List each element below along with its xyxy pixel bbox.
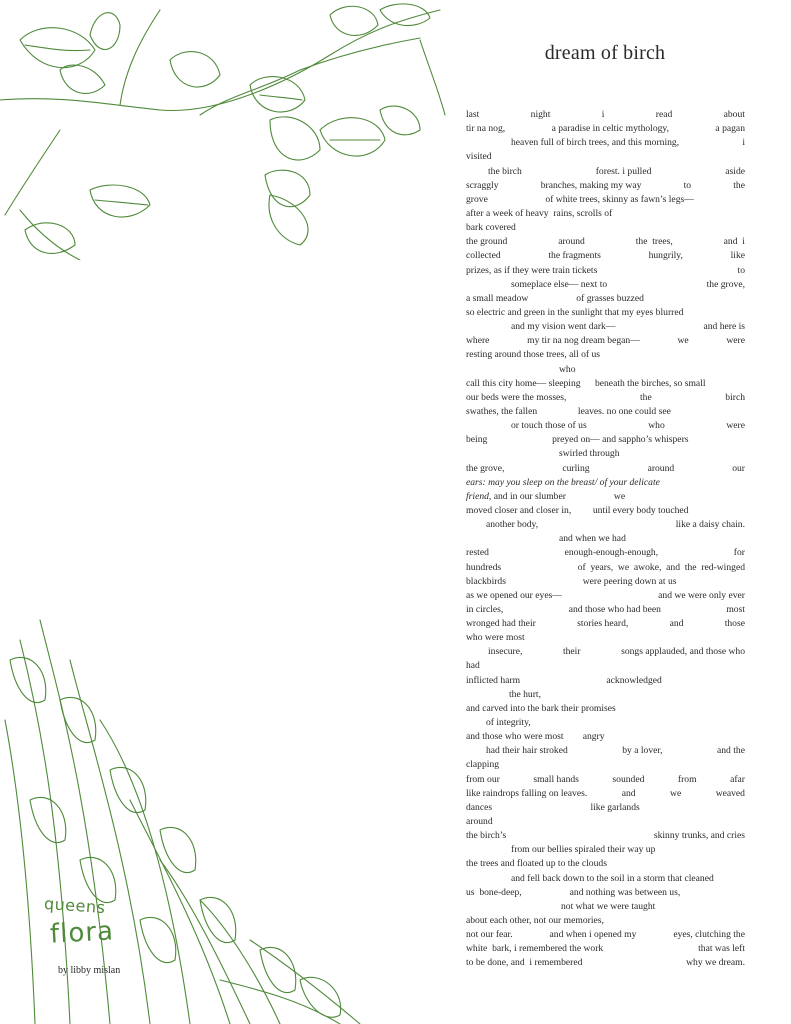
poem-text: of years, we awoke, and the red-winged	[577, 561, 745, 573]
poem-text: rested	[466, 547, 489, 559]
poem-text: and	[621, 787, 636, 799]
poem-text: from	[677, 773, 697, 785]
poem-text: and those who were most angry	[466, 731, 605, 743]
poem-line	[466, 589, 745, 603]
poem-line	[466, 122, 745, 136]
clover-vine-illustration	[0, 0, 470, 260]
poem-line	[466, 278, 745, 292]
poem-line	[466, 900, 745, 914]
poem-text: aside	[725, 165, 745, 177]
poem-text: so electric and green in the sunlight that my eyes blurred	[466, 306, 684, 318]
poem-line	[466, 150, 745, 164]
poem-text: from our bellies spiraled their way up	[511, 844, 656, 856]
poem-text: like a daisy chain.	[675, 519, 745, 531]
poem-text: night	[530, 109, 551, 120]
poem-line	[466, 165, 745, 179]
poem-text: birch	[725, 391, 745, 403]
poem-line	[466, 829, 745, 843]
poem-text: clapping	[466, 759, 500, 771]
poem-text: after a week of heavy rains, scrolls of	[466, 207, 613, 219]
poem-text: resting around those trees, all of us	[466, 349, 601, 361]
poem-text: around	[466, 816, 493, 828]
poem-text: and when we had	[559, 533, 626, 545]
poem-text: swirled through	[559, 448, 620, 460]
poem-line	[466, 787, 745, 801]
poem-text: the fragments	[548, 250, 601, 262]
poem-text: blackbirds were peering down at us	[466, 575, 677, 587]
poem-line	[466, 659, 745, 673]
poem-text: who were most	[466, 632, 525, 644]
poem-line	[466, 843, 745, 857]
poem-text: swathes, the fallen leaves. no one could see	[466, 405, 671, 417]
poem-line	[466, 334, 745, 348]
poem-text: white bark, i remembered the work	[466, 943, 604, 955]
poem-text: scraggly	[466, 179, 499, 191]
poem-text: our	[732, 462, 745, 474]
poem-line	[466, 490, 745, 504]
poem-line	[466, 674, 745, 688]
poem-line	[466, 716, 745, 730]
poem-text: and fell back down to the soil in a storm that cleaned	[511, 872, 714, 884]
poem-text: and	[669, 618, 684, 630]
poem-text: of integrity,	[486, 717, 531, 729]
poem-text: inflicted harm acknowledged	[466, 674, 662, 686]
poem-line	[466, 405, 745, 419]
poem-line	[466, 193, 745, 207]
poem-line	[466, 603, 745, 617]
poem-line	[466, 801, 745, 815]
poem-text: to be done, and i remembered	[466, 957, 583, 969]
poem-text: a paradise in celtic mythology,	[551, 123, 669, 135]
poem-text: visited	[466, 151, 492, 163]
poem-line	[466, 306, 745, 320]
poem-text: to	[683, 179, 692, 191]
poem-text: weaved	[715, 787, 745, 799]
poem-text: small hands	[533, 773, 579, 785]
poem-text: to	[737, 264, 745, 276]
poem-text: bark covered	[466, 222, 516, 234]
poem-line	[466, 886, 745, 900]
poem-text: songs applauded, and those who	[621, 646, 745, 658]
poem-line	[466, 942, 745, 956]
poem-text: the trees,	[635, 236, 673, 248]
poem-line	[466, 264, 745, 278]
poem-text: i	[742, 137, 745, 149]
poem-text: like raindrops falling on leaves.	[466, 787, 588, 799]
poem-text: hundreds	[466, 561, 502, 573]
poem-line	[466, 688, 745, 702]
poem-text: who	[648, 420, 665, 432]
poem-line	[466, 518, 745, 532]
poem-text: and those who had been	[568, 603, 661, 615]
poem-text: and here is	[703, 321, 745, 333]
poem-line	[466, 645, 745, 659]
poem-text: and we were only ever	[658, 589, 745, 601]
poem-line	[466, 631, 745, 645]
poem-text: the birch	[488, 165, 522, 177]
logo-word-queens: queens	[43, 893, 107, 918]
poem-text: eyes, clutching the	[673, 929, 745, 941]
logo-word-flora: flora	[49, 916, 115, 950]
poem-text: and my vision went dark—	[511, 321, 616, 333]
poem-text: for	[733, 547, 745, 559]
poem-text: collected	[466, 250, 501, 262]
poem-text: were	[726, 420, 745, 432]
poem-text: why we dream.	[686, 957, 745, 969]
poem-text: grove of white trees, skinny as fawn’s legs—	[466, 193, 694, 205]
poem-text: branches, making my way	[540, 179, 642, 191]
poem-text: hungrily,	[648, 250, 683, 262]
poem-line	[466, 433, 745, 447]
poem-line	[466, 447, 745, 461]
poem-body	[466, 108, 745, 971]
poem-text: a small meadow of grasses buzzed	[466, 292, 644, 304]
poem-text: most	[726, 603, 745, 615]
poem-text: we	[670, 787, 682, 799]
poem-line	[466, 758, 745, 772]
poem-line	[466, 462, 745, 476]
poem-line	[466, 702, 745, 716]
poem-line	[466, 391, 745, 405]
poem-line	[466, 108, 745, 122]
poem-text: call this city home— sleeping beneath the birches, so small	[466, 377, 706, 389]
poem-line	[466, 575, 745, 589]
poem-text: about	[723, 109, 745, 120]
poem-line	[466, 348, 745, 362]
poem-text: the grove,	[706, 278, 745, 290]
poem-text: and carved into the bark their promises	[466, 702, 616, 714]
poem-text: in circles,	[466, 603, 504, 615]
poem-text: and i	[723, 236, 745, 248]
poem-text: as we opened our eyes—	[466, 589, 562, 601]
poem-text: afar	[730, 773, 745, 785]
poem-line	[466, 235, 745, 249]
poem-text: insecure,	[488, 646, 523, 658]
poem-text: moved closer and closer in, until every body touched	[466, 504, 689, 516]
poem-line	[466, 419, 745, 433]
poem-text: curling	[562, 462, 590, 474]
poem-line	[466, 249, 745, 263]
poem-text: around	[647, 462, 675, 474]
poem-text: the trees and floated up to the clouds	[466, 858, 607, 870]
poem-text: by a lover,	[622, 745, 663, 757]
poem-text: enough-enough-enough,	[564, 547, 659, 559]
poem-text: read	[655, 109, 673, 120]
poem-text: someplace else— next to	[511, 278, 608, 290]
poem-line	[466, 136, 745, 150]
poem-text: that was left	[698, 943, 745, 955]
poem-line	[466, 476, 745, 490]
poem-line	[466, 617, 745, 631]
poem-text: the ground	[466, 236, 508, 248]
poem-line	[466, 292, 745, 306]
poem-text: the birch’s	[466, 830, 507, 842]
poem-line	[466, 363, 745, 377]
poem-text: heaven full of birch trees, and this morning,	[511, 137, 680, 149]
queens-flora-logo	[42, 893, 142, 962]
poem-text: had	[466, 660, 480, 672]
poem-text: the	[640, 391, 652, 403]
poem-text: had their hair stroked	[486, 745, 568, 757]
poem-text: being preyed on— and sappho’s whispers	[466, 434, 689, 446]
poem-line	[466, 377, 745, 391]
poem-text: dances like garlands	[466, 801, 640, 813]
poem-text: stories heard,	[577, 618, 629, 630]
poem-text: my tir na nog dream began—	[527, 335, 640, 347]
poem-line	[466, 956, 745, 970]
poem-text: wronged had their	[466, 618, 536, 630]
poem-line	[466, 773, 745, 787]
poem-line	[466, 730, 745, 744]
poem-text: sounded	[612, 773, 645, 785]
poem-line	[466, 561, 745, 575]
poem-text: another body,	[486, 519, 539, 531]
poem-text: around	[558, 236, 585, 248]
poem-text: not what we were taught	[561, 900, 656, 912]
poem-text: ears: may you sleep on the breast/ of your delicate	[466, 476, 660, 488]
poem-text: us bone-deep, and nothing was between us,	[466, 886, 681, 898]
poem-text: the hurt,	[509, 688, 541, 700]
poem-text: the grove,	[466, 462, 505, 474]
poem-text: the	[733, 179, 745, 191]
poem-text: forest. i pulled	[595, 165, 652, 177]
poem-text: who	[559, 363, 576, 375]
poem-text: not our fear.	[466, 929, 513, 941]
poem-text: or touch those of us	[511, 420, 587, 432]
poem-text: those	[724, 618, 745, 630]
poem-line	[466, 320, 745, 334]
poem-text: and the	[717, 745, 745, 757]
poem-line	[466, 857, 745, 871]
poem-line	[466, 914, 745, 928]
poem-line	[466, 546, 745, 560]
poem-text: tir na nog,	[466, 123, 506, 135]
poem-line	[466, 815, 745, 829]
poem-text: our beds were the mosses,	[466, 391, 567, 403]
poem-line	[466, 872, 745, 886]
poem-text: where	[466, 335, 490, 347]
poem-text: were	[726, 335, 745, 347]
poem-line	[466, 744, 745, 758]
poem-text: and when i opened my	[549, 929, 637, 941]
poem-text: we	[677, 335, 689, 347]
poem-text: about each other, not our memories,	[466, 915, 604, 927]
poem-line	[466, 179, 745, 193]
poem-line	[466, 504, 745, 518]
poem-text: last	[466, 109, 480, 120]
poem-text: like	[730, 250, 745, 262]
poem-text: i	[601, 109, 605, 120]
poem-text: skinny trunks, and cries	[653, 830, 745, 842]
author-byline: by libby mislan	[58, 965, 121, 976]
poem-line	[466, 221, 745, 235]
poem-text: friend, and in our slumber we	[466, 490, 626, 502]
poem-text: prizes, as if they were train tickets	[466, 264, 598, 276]
poem-line	[466, 532, 745, 546]
poem-title: dream of birch	[544, 42, 666, 64]
poem-text: a pagan	[715, 123, 745, 135]
poem-text: their	[562, 646, 581, 658]
poem-line	[466, 928, 745, 942]
poem-text: from our	[466, 773, 500, 785]
poem-line	[466, 207, 745, 221]
